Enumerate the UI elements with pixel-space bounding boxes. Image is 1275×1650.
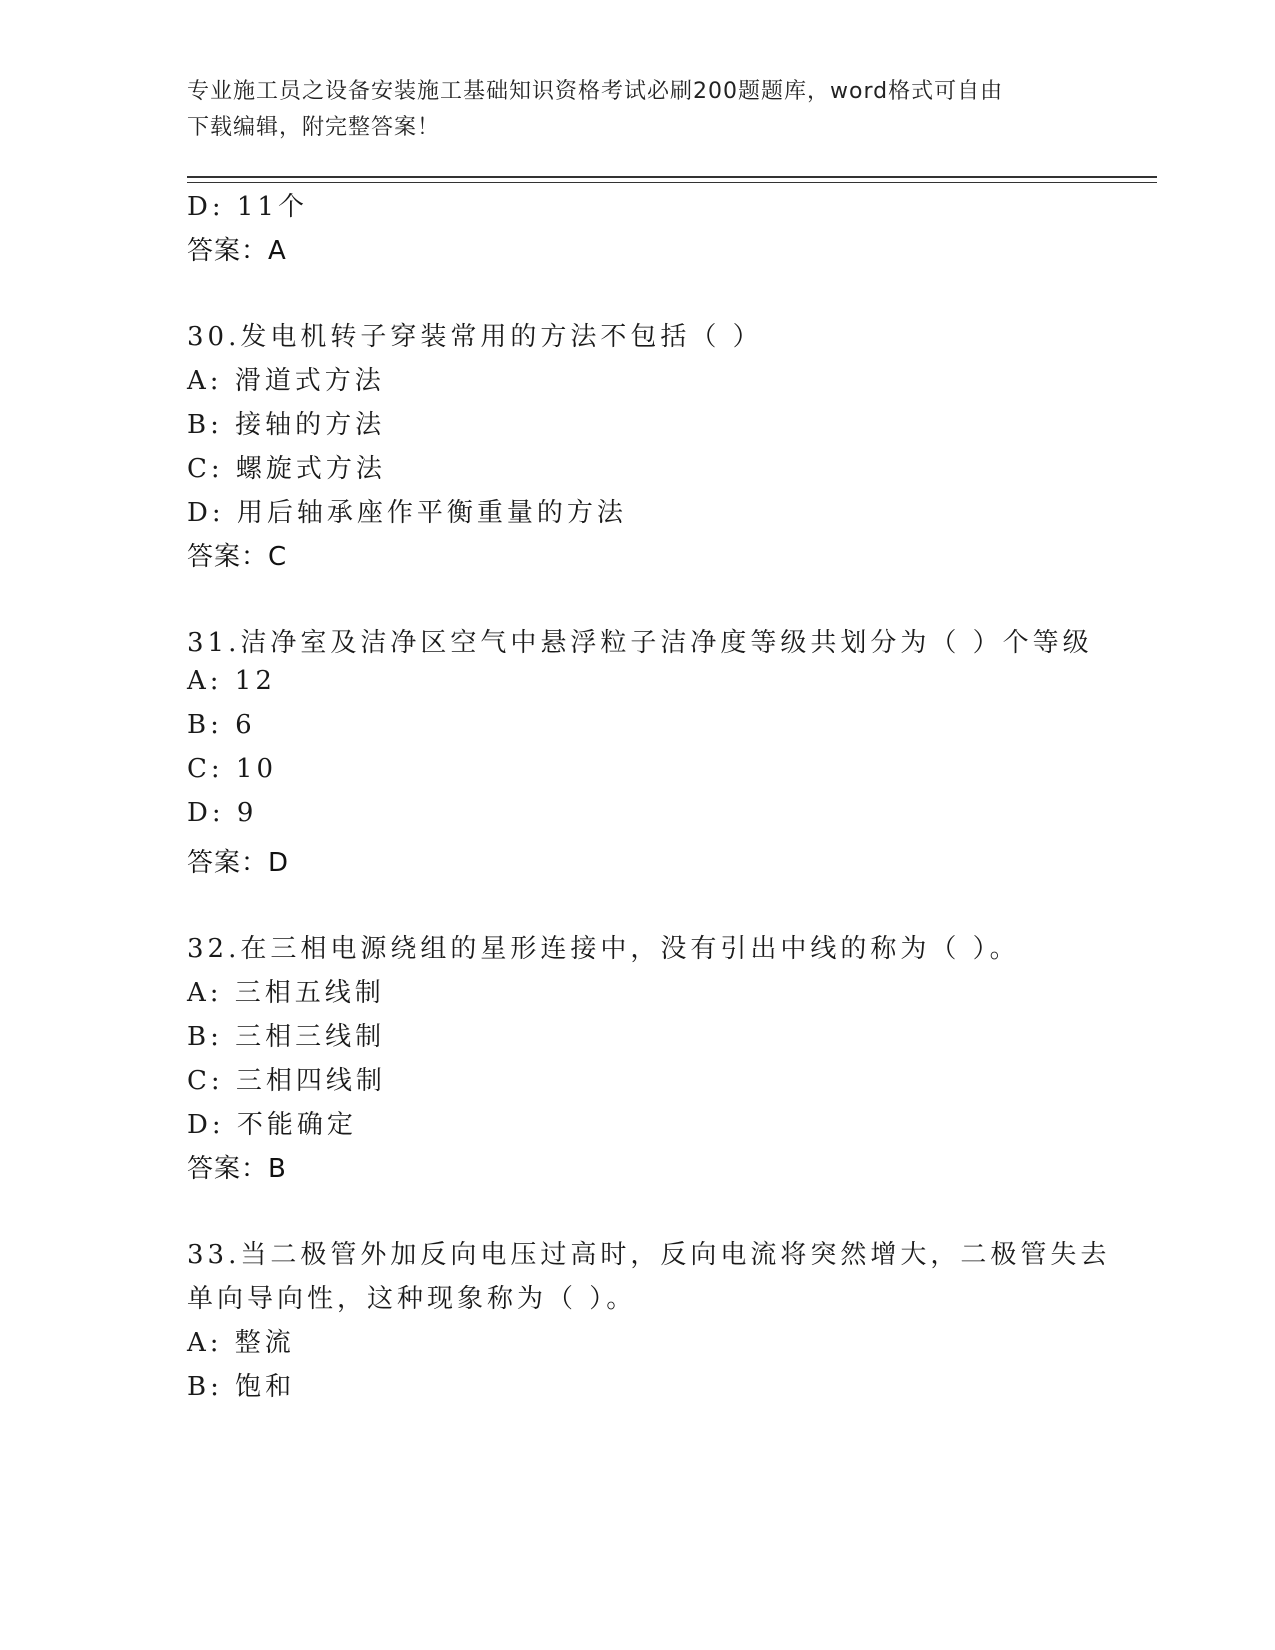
option-b: B: 饱和	[187, 1372, 296, 1402]
answer-label: 答案：C	[187, 542, 288, 572]
option-b: B: 接轴的方法	[187, 410, 386, 440]
header-title-line-1: 专业施工员之设备安装施工基础知识资格考试必刷200题题库，word格式可自由	[187, 79, 1004, 104]
answer-label: 答案：D	[187, 848, 290, 878]
option-d: D: 11个	[187, 192, 308, 222]
answer-label: 答案：B	[187, 1154, 287, 1184]
option-c: C: 三相四线制	[187, 1066, 386, 1096]
question-stem: 31.洁净室及洁净区空气中悬浮粒子洁净度等级共划分为（ ）个等级	[187, 628, 1093, 658]
answer-label: 答案：A	[187, 236, 287, 266]
option-a: A: 12	[187, 666, 276, 696]
option-c: C: 螺旋式方法	[187, 454, 386, 484]
header-title-line-2: 下载编辑，附完整答案！	[187, 115, 441, 140]
option-a: A: 滑道式方法	[187, 366, 385, 396]
question-stem-line-1: 33.当二极管外加反向电压过高时，反向电流将突然增大，二极管失去	[187, 1240, 1111, 1270]
header-divider-thick	[187, 176, 1157, 178]
option-d: D: 9	[187, 798, 258, 828]
option-c: C: 10	[187, 754, 278, 784]
option-d: D: 不能确定	[187, 1110, 357, 1140]
option-b: B: 三相三线制	[187, 1022, 386, 1052]
question-stem: 30.发电机转子穿装常用的方法不包括（ ）	[187, 322, 763, 352]
question-stem: 32.在三相电源绕组的星形连接中，没有引出中线的称为（ ）。	[187, 934, 1020, 964]
option-a: A: 三相五线制	[187, 978, 385, 1008]
option-a: A: 整流	[187, 1328, 295, 1358]
question-stem-line-2: 单向导向性，这种现象称为（ ）。	[187, 1284, 637, 1314]
header-divider-thin	[187, 182, 1157, 183]
option-d: D: 用后轴承座作平衡重量的方法	[187, 498, 627, 528]
document-header	[187, 74, 1067, 146]
option-b: B: 6	[187, 710, 256, 740]
